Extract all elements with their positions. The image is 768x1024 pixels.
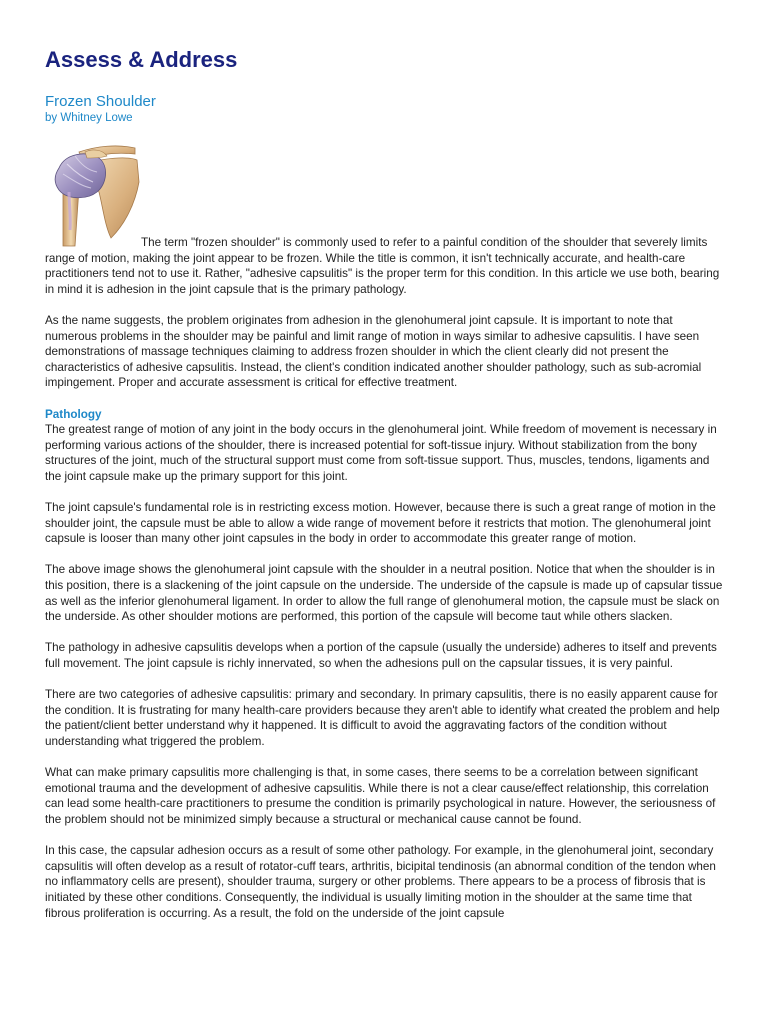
body-paragraph: What can make primary capsulitis more challenging is that, in some cases, there seems to be a correlation between significant emotional trauma and the development of adhesive capsulitis. While there is not a clear cause/effect relationship, this correlation can lead some health-care practitioners to presume the condition is primarily psychological in nature. However, the seriousness of the problem should not be minimized simply because a structural or mechanical cause cannot be found. [45, 766, 716, 826]
body-paragraph: In this case, the capsular adhesion occurs as a result of some other pathology. For example, in the glenohumeral joint, secondary capsulitis will often develop as a result of rotator-cuff tears, arthritis, bicipital tendinosis (an abnormal condition of the tendon when no inflammatory cells are present), shoulder trauma, surgery or other problems. There appears to be a process of fibrosis that is initiated by these other conditions. Consequently, the individual is usually limiting motion in the shoulder at the same time that fibrous proliferation is occurring. As a result, the fold on the underside of the joint capsule [45, 844, 716, 920]
shoulder-joint-icon [45, 142, 141, 248]
body-paragraph: The pathology in adhesive capsulitis develops when a portion of the capsule (usually the underside) adheres to itself and prevents full movement. The joint capsule is richly innervated, so when the adhesions pull on the capsular tissues, it is very painful. [45, 641, 717, 671]
article-body [45, 235, 727, 937]
pathology-paragraph: The greatest range of motion of any joint in the body occurs in the glenohumeral joint. While freedom of movement is necessary in performing various actions of the shoulder, there is increased potential for soft-tissue injury. Without stabilization from the bony structures of the joint, much of the structural support must come from soft-tissue support. Thus, muscles, tendons, ligaments and the joint capsule make up the primary support for this joint. [45, 423, 717, 483]
section-heading-pathology: Pathology [45, 407, 102, 421]
body-paragraph: There are two categories of adhesive capsulitis: primary and secondary. In primary capsulitis, there is no easily apparent cause for the condition. It is frustrating for many health-care providers because they aren't able to identify what created the problem and help the patient/client better understand why it happened. It is difficult to avoid the aggravating factors of the condition without understanding what triggered the problem. [45, 688, 720, 748]
body-paragraph: The above image shows the glenohumeral joint capsule with the shoulder in a neutral position. Notice that when the shoulder is in this position, there is a slackening of the joint capsule on the underside. The underside of the capsule is made up of capsular tissue as well as the inferior glenohumeral ligament. In order to allow the full range of glenohumeral motion, the capsule must be slack on the underside. As other shoulder motions are performed, this portion of the capsule will become taut while others slacken. [45, 563, 723, 624]
pathology-section [45, 407, 727, 485]
intro-paragraph: As the name suggests, the problem originates from adhesion in the glenohumeral joint capsule. It is important to note that numerous problems in the shoulder may be painful and limit range of motion in ways similar to adhesive capsulitis. I have seen demonstrations of massage techniques claiming to address frozen shoulder in which the client clearly did not present the characteristics of adhesive capsulitis. Instead, the client's condition indicated another shoulder pathology, such as sub-acromial impingement. Proper and accurate assessment is critical for effective treatment. [45, 313, 702, 390]
site-title: Assess & Address [45, 47, 238, 72]
author-byline: by Whitney Lowe [45, 112, 133, 124]
article-title: Frozen Shoulder [45, 93, 156, 110]
body-paragraph: The joint capsule's fundamental role is in restricting excess motion. However, because there is such a great range of motion in the shoulder joint, the capsule must be able to allow a wide range of movement before it restricts that motion. The glenohumeral joint capsule is looser than many other joint capsules in the body in order to accommodate this greater range of motion. [45, 501, 716, 546]
shoulder-joint-illustration [45, 142, 141, 248]
lead-paragraph: The term "frozen shoulder" is commonly used to refer to a painful condition of the shoulder that severely limits range of motion, making the joint appear to be frozen. While the title is common, it isn't technically accurate, and health-care practitioners tend not to use it. Rather, "adhesive capsulitis" is the proper term for this condition. In this article we use both, bearing in mind it is adhesion in the joint capsule that is the primary pathology. [45, 236, 720, 296]
